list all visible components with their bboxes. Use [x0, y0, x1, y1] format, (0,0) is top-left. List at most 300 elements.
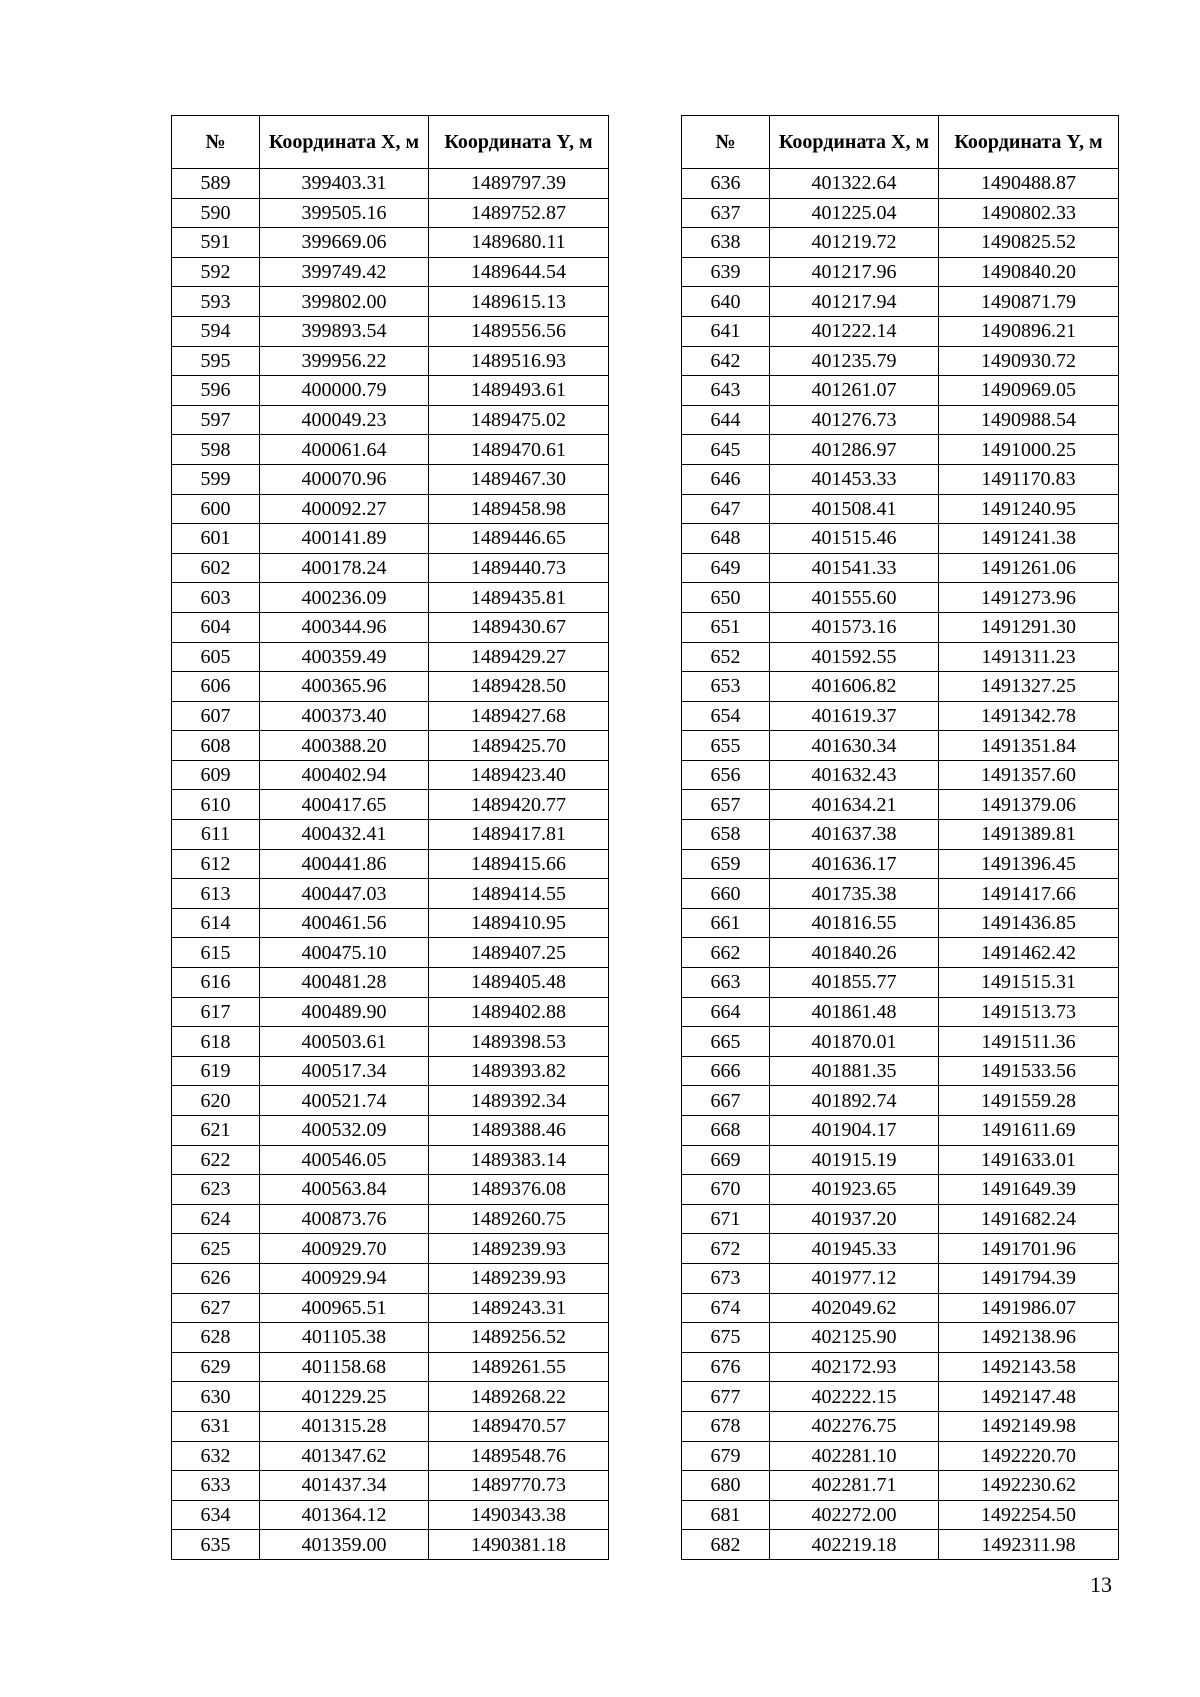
coordinate-x-cell: 400432.41 [260, 820, 429, 850]
coordinate-y-cell: 1492143.58 [939, 1352, 1119, 1382]
coordinate-x-cell: 402222.15 [770, 1382, 939, 1412]
table-row [682, 612, 1119, 642]
table-row [682, 1145, 1119, 1175]
table-row [172, 405, 609, 435]
table-row [682, 287, 1119, 317]
coordinate-x-cell: 399802.00 [260, 287, 429, 317]
coordinate-y-cell: 1489376.08 [429, 1175, 609, 1205]
coordinate-y-cell: 1489407.25 [429, 938, 609, 968]
coordinate-x-cell: 401592.55 [770, 642, 939, 672]
point-number-cell: 629 [172, 1352, 260, 1382]
coordinate-x-cell: 401881.35 [770, 1056, 939, 1086]
coordinate-x-cell: 400929.94 [260, 1263, 429, 1293]
coordinate-x-cell: 400344.96 [260, 612, 429, 642]
coordinate-y-cell: 1492220.70 [939, 1441, 1119, 1471]
point-number-cell: 625 [172, 1234, 260, 1264]
coordinate-y-cell: 1489423.40 [429, 760, 609, 790]
table-row [682, 1234, 1119, 1264]
coordinate-y-cell: 1489415.66 [429, 849, 609, 879]
coordinate-y-cell: 1489475.02 [429, 405, 609, 435]
table-row [172, 346, 609, 376]
coordinate-y-cell: 1489440.73 [429, 553, 609, 583]
point-number-cell: 649 [682, 553, 770, 583]
coordinate-x-cell: 401222.14 [770, 316, 939, 346]
coordinate-y-cell: 1491611.69 [939, 1116, 1119, 1146]
coordinate-x-cell: 401637.38 [770, 820, 939, 850]
coordinate-y-cell: 1489797.39 [429, 169, 609, 199]
point-number-cell: 670 [682, 1175, 770, 1205]
coordinate-x-cell: 400359.49 [260, 642, 429, 672]
coordinate-x-cell: 399956.22 [260, 346, 429, 376]
table-header-row [682, 116, 1119, 169]
coordinate-y-cell: 1491311.23 [939, 642, 1119, 672]
point-number-cell: 634 [172, 1500, 260, 1530]
point-number-cell: 609 [172, 760, 260, 790]
table-row [682, 346, 1119, 376]
coordinate-x-cell: 401219.72 [770, 228, 939, 258]
table-row [172, 820, 609, 850]
coordinate-y-cell: 1489243.31 [429, 1293, 609, 1323]
table-row [172, 790, 609, 820]
table-row [172, 612, 609, 642]
coordinate-y-cell: 1489425.70 [429, 731, 609, 761]
coordinate-x-cell: 401870.01 [770, 1027, 939, 1057]
coordinate-y-cell: 1491273.96 [939, 583, 1119, 613]
coordinate-y-cell: 1489429.27 [429, 642, 609, 672]
coordinate-x-cell: 401453.33 [770, 464, 939, 494]
table-row [172, 1500, 609, 1530]
coordinate-y-cell: 1491240.95 [939, 494, 1119, 524]
coordinate-y-cell: 1489398.53 [429, 1027, 609, 1057]
coordinate-y-cell: 1489261.55 [429, 1352, 609, 1382]
table-row [172, 1471, 609, 1501]
point-number-cell: 640 [682, 287, 770, 317]
coordinate-y-cell: 1489393.82 [429, 1056, 609, 1086]
coordinate-y-cell: 1490840.20 [939, 257, 1119, 287]
coordinate-y-cell: 1491649.39 [939, 1175, 1119, 1205]
coordinate-y-cell: 1489383.14 [429, 1145, 609, 1175]
coordinate-y-cell: 1492230.62 [939, 1471, 1119, 1501]
point-number-cell: 646 [682, 464, 770, 494]
table-row [682, 1116, 1119, 1146]
table-row [172, 287, 609, 317]
point-number-cell: 623 [172, 1175, 260, 1205]
coordinate-x-cell: 401322.64 [770, 169, 939, 199]
table-row [172, 1263, 609, 1293]
coordinate-y-cell: 1491794.39 [939, 1263, 1119, 1293]
coordinate-x-cell: 400461.56 [260, 908, 429, 938]
coordinate-y-cell: 1489516.93 [429, 346, 609, 376]
coordinate-x-cell: 400563.84 [260, 1175, 429, 1205]
coordinate-y-cell: 1489470.61 [429, 435, 609, 465]
coordinate-x-cell: 399403.31 [260, 169, 429, 199]
table-row [172, 169, 609, 199]
table-row [682, 849, 1119, 879]
coordinate-x-cell: 400388.20 [260, 731, 429, 761]
point-number-cell: 597 [172, 405, 260, 435]
coordinate-x-cell: 402281.10 [770, 1441, 939, 1471]
table-body-right [682, 169, 1119, 1560]
coordinate-x-cell: 401937.20 [770, 1204, 939, 1234]
point-number-cell: 671 [682, 1204, 770, 1234]
table-row [172, 464, 609, 494]
coordinate-y-cell: 1489644.54 [429, 257, 609, 287]
coordinate-y-cell: 1489548.76 [429, 1441, 609, 1471]
coordinate-x-cell: 402049.62 [770, 1293, 939, 1323]
table-row [682, 908, 1119, 938]
table-row [682, 938, 1119, 968]
table-row [172, 997, 609, 1027]
point-number-cell: 679 [682, 1441, 770, 1471]
coordinate-y-cell: 1491261.06 [939, 553, 1119, 583]
coordinate-x-cell: 400049.23 [260, 405, 429, 435]
coordinate-x-cell: 400236.09 [260, 583, 429, 613]
coordinate-y-cell: 1492149.98 [939, 1411, 1119, 1441]
point-number-cell: 657 [682, 790, 770, 820]
coordinate-y-cell: 1489493.61 [429, 376, 609, 406]
point-number-cell: 616 [172, 968, 260, 998]
coordinate-y-cell: 1489435.81 [429, 583, 609, 613]
coordinate-y-cell: 1489770.73 [429, 1471, 609, 1501]
coordinate-y-cell: 1491462.42 [939, 938, 1119, 968]
point-number-cell: 630 [172, 1382, 260, 1412]
point-number-cell: 624 [172, 1204, 260, 1234]
coordinate-y-cell: 1489430.67 [429, 612, 609, 642]
table-row [172, 553, 609, 583]
coordinate-y-cell: 1489410.95 [429, 908, 609, 938]
coordinate-y-cell: 1489402.88 [429, 997, 609, 1027]
coordinate-y-cell: 1491291.30 [939, 612, 1119, 642]
coordinate-x-cell: 400070.96 [260, 464, 429, 494]
coordinate-x-cell: 400061.64 [260, 435, 429, 465]
coordinate-x-cell: 399505.16 [260, 198, 429, 228]
coordinate-x-cell: 401437.34 [260, 1471, 429, 1501]
table-row [682, 316, 1119, 346]
coordinate-y-cell: 1489680.11 [429, 228, 609, 258]
coordinate-y-cell: 1491417.66 [939, 879, 1119, 909]
table-row [682, 731, 1119, 761]
table-row [682, 435, 1119, 465]
coordinate-y-cell: 1490381.18 [429, 1530, 609, 1560]
table-row [682, 405, 1119, 435]
coordinate-y-cell: 1491351.84 [939, 731, 1119, 761]
table-row [172, 731, 609, 761]
point-number-cell: 663 [682, 968, 770, 998]
coordinate-y-cell: 1492311.98 [939, 1530, 1119, 1560]
coordinate-y-cell: 1490988.54 [939, 405, 1119, 435]
table-row [172, 257, 609, 287]
coordinate-x-cell: 401229.25 [260, 1382, 429, 1412]
point-number-cell: 621 [172, 1116, 260, 1146]
point-number-cell: 676 [682, 1352, 770, 1382]
point-number-cell: 648 [682, 524, 770, 554]
table-row [682, 642, 1119, 672]
point-number-cell: 651 [682, 612, 770, 642]
table-row [172, 524, 609, 554]
coordinate-x-cell: 401904.17 [770, 1116, 939, 1146]
coordinate-y-cell: 1490896.21 [939, 316, 1119, 346]
coordinate-y-cell: 1489458.98 [429, 494, 609, 524]
point-number-cell: 604 [172, 612, 260, 642]
coordinate-x-cell: 400441.86 [260, 849, 429, 879]
point-number-cell: 643 [682, 376, 770, 406]
coordinate-y-cell: 1489268.22 [429, 1382, 609, 1412]
coordinate-y-cell: 1489470.57 [429, 1411, 609, 1441]
table-row [682, 1471, 1119, 1501]
table-row [682, 1204, 1119, 1234]
table-row [682, 820, 1119, 850]
point-number-cell: 631 [172, 1411, 260, 1441]
table-row [682, 879, 1119, 909]
column-header-y: Координата Y, м [429, 116, 609, 169]
coordinate-y-cell: 1491682.24 [939, 1204, 1119, 1234]
coordinate-y-cell: 1492147.48 [939, 1382, 1119, 1412]
point-number-cell: 602 [172, 553, 260, 583]
coordinate-y-cell: 1491633.01 [939, 1145, 1119, 1175]
coordinate-x-cell: 401105.38 [260, 1323, 429, 1353]
point-number-cell: 615 [172, 938, 260, 968]
point-number-cell: 655 [682, 731, 770, 761]
table-header-row [172, 116, 609, 169]
point-number-cell: 595 [172, 346, 260, 376]
coordinate-x-cell: 401508.41 [770, 494, 939, 524]
coordinate-y-cell: 1490343.38 [429, 1500, 609, 1530]
coordinate-x-cell: 402272.00 [770, 1500, 939, 1530]
table-row [682, 169, 1119, 199]
point-number-cell: 596 [172, 376, 260, 406]
table-row [172, 1352, 609, 1382]
point-number-cell: 662 [682, 938, 770, 968]
point-number-cell: 591 [172, 228, 260, 258]
point-number-cell: 605 [172, 642, 260, 672]
coordinate-y-cell: 1490488.87 [939, 169, 1119, 199]
coordinate-y-cell: 1489428.50 [429, 672, 609, 702]
coordinate-x-cell: 400929.70 [260, 1234, 429, 1264]
coordinate-x-cell: 402281.71 [770, 1471, 939, 1501]
coordinate-y-cell: 1490969.05 [939, 376, 1119, 406]
coordinate-x-cell: 401515.46 [770, 524, 939, 554]
coordinate-x-cell: 401347.62 [260, 1441, 429, 1471]
table-row [172, 583, 609, 613]
coordinate-x-cell: 402219.18 [770, 1530, 939, 1560]
coordinate-x-cell: 401276.73 [770, 405, 939, 435]
table-row [682, 228, 1119, 258]
point-number-cell: 661 [682, 908, 770, 938]
coordinate-y-cell: 1490930.72 [939, 346, 1119, 376]
point-number-cell: 675 [682, 1323, 770, 1353]
point-number-cell: 601 [172, 524, 260, 554]
point-number-cell: 608 [172, 731, 260, 761]
table-row [682, 524, 1119, 554]
coordinate-y-cell: 1489388.46 [429, 1116, 609, 1146]
point-number-cell: 636 [682, 169, 770, 199]
table-row [172, 1056, 609, 1086]
coordinate-x-cell: 400373.40 [260, 701, 429, 731]
coordinate-x-cell: 401840.26 [770, 938, 939, 968]
coordinate-x-cell: 401541.33 [770, 553, 939, 583]
point-number-cell: 618 [172, 1027, 260, 1057]
point-number-cell: 627 [172, 1293, 260, 1323]
coordinate-x-cell: 401359.00 [260, 1530, 429, 1560]
coordinate-x-cell: 401364.12 [260, 1500, 429, 1530]
table-row [682, 583, 1119, 613]
point-number-cell: 650 [682, 583, 770, 613]
coordinate-x-cell: 401861.48 [770, 997, 939, 1027]
coordinate-y-cell: 1491241.38 [939, 524, 1119, 554]
point-number-cell: 677 [682, 1382, 770, 1412]
point-number-cell: 600 [172, 494, 260, 524]
coordinate-x-cell: 401923.65 [770, 1175, 939, 1205]
point-number-cell: 614 [172, 908, 260, 938]
table-row [172, 1175, 609, 1205]
table-row [682, 553, 1119, 583]
coordinate-y-cell: 1491436.85 [939, 908, 1119, 938]
point-number-cell: 589 [172, 169, 260, 199]
table-row [172, 672, 609, 702]
point-number-cell: 594 [172, 316, 260, 346]
point-number-cell: 659 [682, 849, 770, 879]
point-number-cell: 620 [172, 1086, 260, 1116]
page-number: 13 [1090, 1572, 1112, 1597]
coordinate-y-cell: 1490825.52 [939, 228, 1119, 258]
coordinate-x-cell: 399669.06 [260, 228, 429, 258]
table-row [172, 1293, 609, 1323]
table-row [682, 1056, 1119, 1086]
table-row [682, 494, 1119, 524]
coordinate-y-cell: 1491511.36 [939, 1027, 1119, 1057]
point-number-cell: 645 [682, 435, 770, 465]
point-number-cell: 593 [172, 287, 260, 317]
table-row [172, 1027, 609, 1057]
point-number-cell: 637 [682, 198, 770, 228]
coordinate-x-cell: 400417.65 [260, 790, 429, 820]
coordinate-y-cell: 1491559.28 [939, 1086, 1119, 1116]
coordinate-x-cell: 401977.12 [770, 1263, 939, 1293]
table-row [682, 790, 1119, 820]
table-row [172, 316, 609, 346]
coordinate-y-cell: 1491379.06 [939, 790, 1119, 820]
coordinate-x-cell: 401225.04 [770, 198, 939, 228]
table-row [172, 1441, 609, 1471]
point-number-cell: 617 [172, 997, 260, 1027]
coordinate-x-cell: 400000.79 [260, 376, 429, 406]
point-number-cell: 642 [682, 346, 770, 376]
table-row [682, 1500, 1119, 1530]
table-row [172, 1086, 609, 1116]
table-row [172, 1145, 609, 1175]
table-row [172, 376, 609, 406]
point-number-cell: 673 [682, 1263, 770, 1293]
point-number-cell: 606 [172, 672, 260, 702]
coordinate-y-cell: 1491986.07 [939, 1293, 1119, 1323]
table-row [172, 1204, 609, 1234]
point-number-cell: 612 [172, 849, 260, 879]
table-row [682, 1441, 1119, 1471]
coordinate-x-cell: 402276.75 [770, 1411, 939, 1441]
coordinate-x-cell: 401286.97 [770, 435, 939, 465]
coordinate-x-cell: 400447.03 [260, 879, 429, 909]
point-number-cell: 590 [172, 198, 260, 228]
point-number-cell: 665 [682, 1027, 770, 1057]
coordinate-y-cell: 1491533.56 [939, 1056, 1119, 1086]
point-number-cell: 656 [682, 760, 770, 790]
coordinates-table-right [681, 115, 1119, 1560]
table-row [682, 997, 1119, 1027]
coordinate-y-cell: 1491389.81 [939, 820, 1119, 850]
table-row [682, 376, 1119, 406]
coordinate-x-cell: 399749.42 [260, 257, 429, 287]
point-number-cell: 654 [682, 701, 770, 731]
table-row [682, 464, 1119, 494]
coordinate-x-cell: 400481.28 [260, 968, 429, 998]
point-number-cell: 632 [172, 1441, 260, 1471]
coordinate-x-cell: 400365.96 [260, 672, 429, 702]
table-row [172, 849, 609, 879]
point-number-cell: 678 [682, 1411, 770, 1441]
point-number-cell: 633 [172, 1471, 260, 1501]
coordinate-y-cell: 1489417.81 [429, 820, 609, 850]
table-row [172, 968, 609, 998]
column-header-x: Координата X, м [770, 116, 939, 169]
point-number-cell: 598 [172, 435, 260, 465]
coordinate-x-cell: 399893.54 [260, 316, 429, 346]
coordinate-x-cell: 401217.96 [770, 257, 939, 287]
coordinate-x-cell: 401892.74 [770, 1086, 939, 1116]
coordinate-y-cell: 1490871.79 [939, 287, 1119, 317]
coordinate-y-cell: 1489467.30 [429, 464, 609, 494]
point-number-cell: 610 [172, 790, 260, 820]
table-row [172, 1382, 609, 1412]
coordinate-x-cell: 400546.05 [260, 1145, 429, 1175]
point-number-cell: 619 [172, 1056, 260, 1086]
point-number-cell: 681 [682, 1500, 770, 1530]
coordinate-x-cell: 401606.82 [770, 672, 939, 702]
coordinate-x-cell: 401735.38 [770, 879, 939, 909]
table-row [682, 1530, 1119, 1560]
table-row [172, 701, 609, 731]
point-number-cell: 672 [682, 1234, 770, 1264]
coordinate-x-cell: 400489.90 [260, 997, 429, 1027]
table-row [172, 1116, 609, 1146]
point-number-cell: 653 [682, 672, 770, 702]
coordinate-y-cell: 1491327.25 [939, 672, 1119, 702]
table-row [172, 1323, 609, 1353]
coordinate-y-cell: 1489556.56 [429, 316, 609, 346]
table-row [172, 228, 609, 258]
coordinate-y-cell: 1491170.83 [939, 464, 1119, 494]
table-row [682, 701, 1119, 731]
coordinate-x-cell: 400092.27 [260, 494, 429, 524]
coordinate-x-cell: 401630.34 [770, 731, 939, 761]
coordinate-x-cell: 401816.55 [770, 908, 939, 938]
coordinate-y-cell: 1491342.78 [939, 701, 1119, 731]
table-row [682, 1411, 1119, 1441]
point-number-cell: 647 [682, 494, 770, 524]
point-number-cell: 638 [682, 228, 770, 258]
coordinate-x-cell: 401632.43 [770, 760, 939, 790]
coordinate-x-cell: 401217.94 [770, 287, 939, 317]
coordinate-y-cell: 1491513.73 [939, 997, 1119, 1027]
table-row [172, 435, 609, 465]
table-row [172, 908, 609, 938]
point-number-cell: 669 [682, 1145, 770, 1175]
table-row [682, 1263, 1119, 1293]
table-row [682, 1323, 1119, 1353]
table-row [172, 1234, 609, 1264]
table-body-left [172, 169, 609, 1560]
coordinate-y-cell: 1492138.96 [939, 1323, 1119, 1353]
coordinate-y-cell: 1489239.93 [429, 1263, 609, 1293]
